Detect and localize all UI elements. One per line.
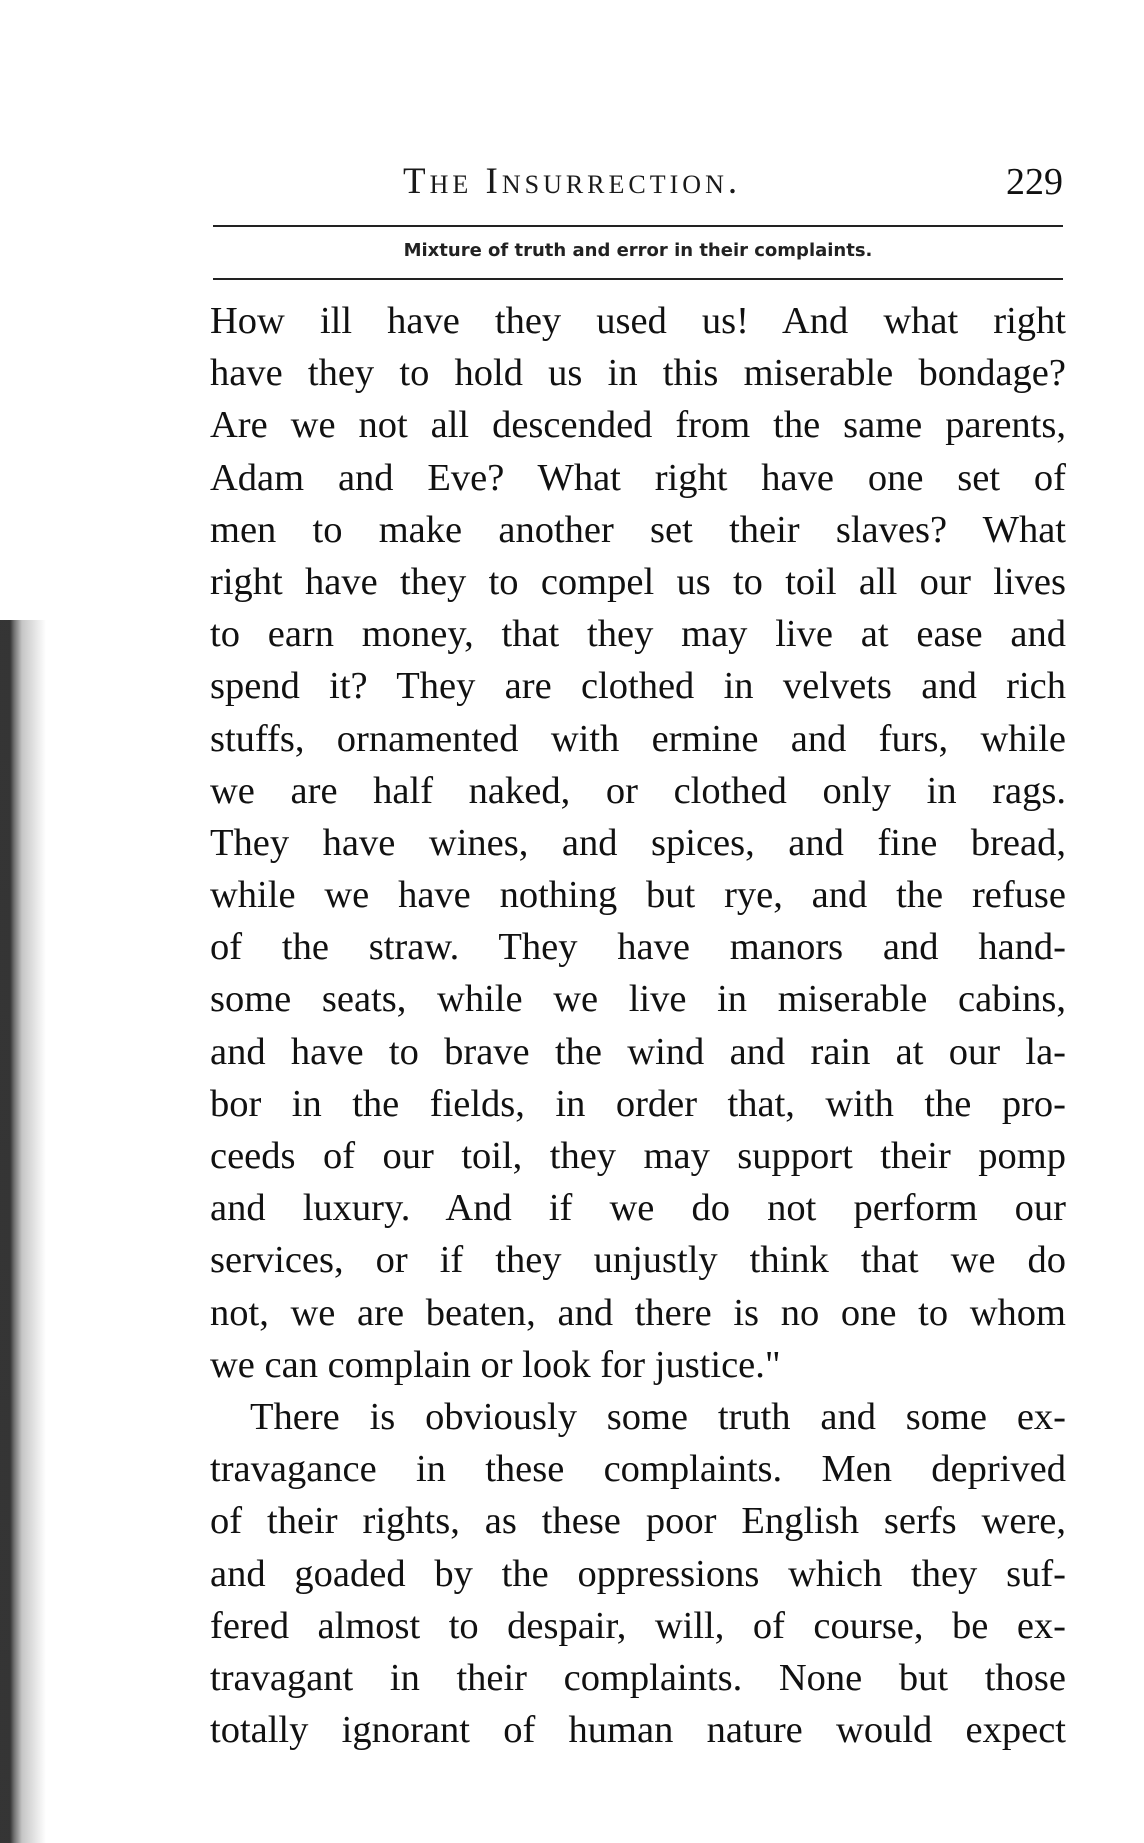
text-line: Are we not all descended from the same parents,: [210, 404, 1066, 447]
text-line: stuffs, ornamented with ermine and furs, while: [210, 717, 1066, 760]
running-title: The Insurrection.: [403, 161, 742, 202]
header-rule-bottom: [213, 278, 1063, 280]
text-line: we are half naked, or clothed only in rags.: [210, 769, 1066, 812]
text-line: while we have nothing but rye, and the refuse: [210, 874, 1066, 917]
text-line: bor in the fields, in order that, with the pro-: [210, 1082, 1066, 1125]
text-line: and goaded by the oppressions which they suf-: [210, 1552, 1066, 1595]
text-line: travagance in these complaints. Men deprived: [210, 1448, 1066, 1491]
page-number: 229: [1006, 161, 1063, 203]
text-line: services, or if they unjustly think that we do: [210, 1239, 1066, 1282]
text-line: How ill have they used us! And what right: [210, 300, 1066, 342]
text-line: have they to hold us in this miserable bondage?: [210, 352, 1066, 395]
section-subheading: Mixture of truth and error in their complaints.: [403, 240, 873, 261]
text-line: and luxury. And if we do not perform our: [210, 1187, 1066, 1230]
text-line: fered almost to despair, will, of course, be ex-: [210, 1604, 1066, 1647]
running-head: [213, 160, 1063, 220]
text-line: spend it? They are clothed in velvets and rich: [210, 665, 1066, 708]
text-line: of the straw. They have manors and hand-: [210, 926, 1066, 969]
text-line: of their rights, as these poor English serfs were,: [210, 1500, 1066, 1543]
text-line: travagant in their complaints. None but those: [210, 1656, 1066, 1699]
text-line: to earn money, that they may live at ease and: [210, 613, 1066, 656]
text-line: men to make another set their slaves? What: [210, 508, 1066, 551]
text-line: some seats, while we live in miserable cabins,: [210, 978, 1066, 1021]
header-rule-top: [213, 225, 1063, 227]
body-text: [210, 295, 1066, 1756]
text-line: not, we are beaten, and there is no one to whom: [210, 1291, 1066, 1334]
text-line-paragraph-start: There is obviously some truth and some ex-: [250, 1395, 1066, 1438]
text-line: right have they to compel us to toil all our lives: [210, 560, 1066, 603]
text-line: totally ignorant of human nature would expect: [210, 1709, 1066, 1752]
text-line: we can complain or look for justice.": [210, 1343, 781, 1386]
text-line: ceeds of our toil, they may support their pomp: [210, 1135, 1066, 1177]
text-line: They have wines, and spices, and fine bread,: [210, 821, 1066, 864]
text-line: and have to brave the wind and rain at our la-: [210, 1030, 1066, 1073]
page-binding-shadow: [0, 620, 46, 1843]
text-line: Adam and Eve? What right have one set of: [210, 456, 1066, 499]
